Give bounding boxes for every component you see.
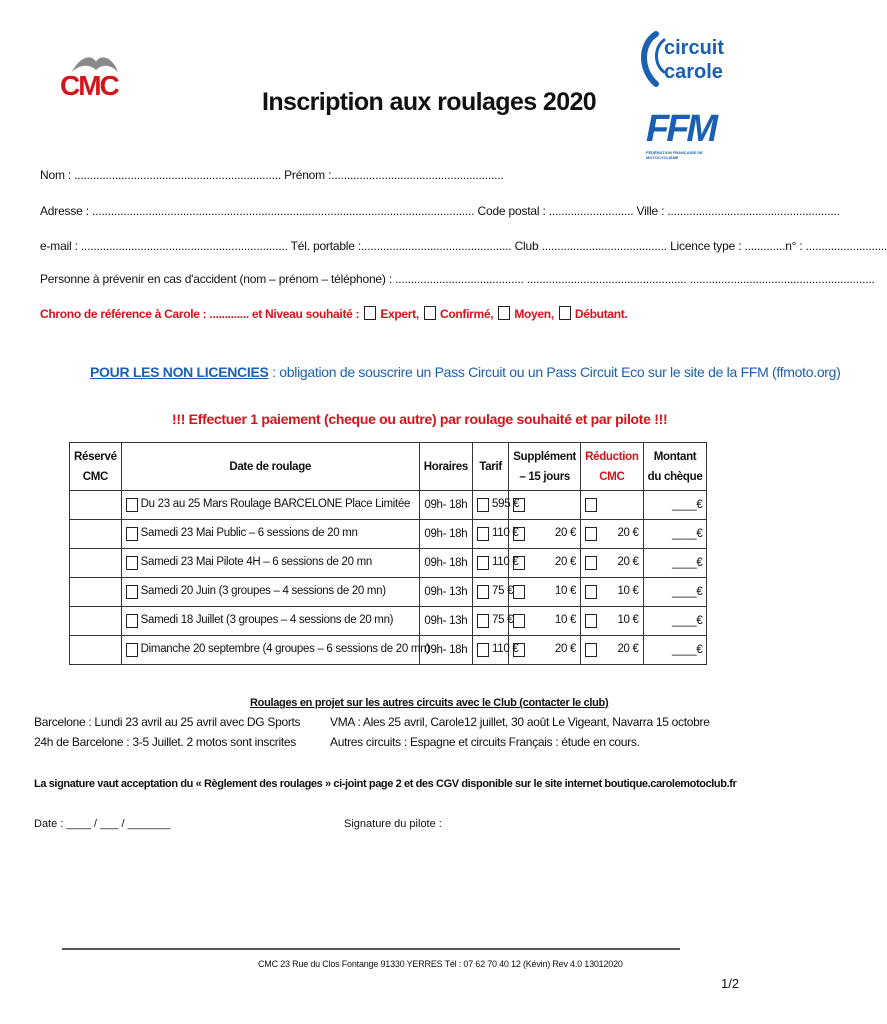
header-reserve: Réservé CMC [70, 443, 122, 491]
reserve-cell [70, 578, 122, 607]
tarif-cell-checkbox[interactable] [477, 527, 489, 541]
horaires-cell-text: 09h- 18h [424, 528, 468, 540]
reduction-cell [581, 520, 644, 549]
reduction-cell-text: 20 € [617, 643, 639, 655]
cmc-logo-text: CMC [60, 70, 118, 101]
level-expert-label: Expert, [380, 307, 419, 321]
reserve-cell [70, 491, 122, 520]
level-moyen-label: Moyen, [514, 307, 554, 321]
reserve-cell [70, 636, 122, 665]
date-cell-checkbox[interactable] [126, 614, 138, 628]
reduction-cell-checkbox[interactable] [585, 643, 597, 657]
circuit-carole-logo [638, 28, 738, 90]
montant-cell[interactable] [643, 578, 707, 607]
non-licence-text: : obligation de souscrire un Pass Circuit ou un Pass Circuit Eco sur le site de la FFM (ffmoto.org) [268, 364, 841, 380]
non-licence-notice [90, 364, 841, 380]
date-cell-checkbox[interactable] [126, 585, 138, 599]
table-row [70, 520, 707, 549]
montant-cell[interactable] [643, 607, 707, 636]
chrono-label: Chrono de référence à Carole : ............. et Niveau souhaité : [40, 307, 360, 321]
montant-cell[interactable] [643, 549, 707, 578]
tarif-cell-text: 110 € [492, 643, 519, 655]
supplement-cell-text: 20 € [554, 643, 577, 655]
horaires-cell [419, 578, 472, 607]
reduction-cell [581, 491, 644, 520]
supplement-cell-checkbox[interactable] [513, 614, 525, 628]
date-cell [121, 636, 430, 665]
montant-cell-text: ____€ [671, 615, 703, 627]
date-cell [121, 549, 419, 578]
header-supplement: Supplément – 15 jours [509, 443, 581, 491]
reduction-cell [581, 549, 644, 578]
supplement-cell-text: 20 € [554, 556, 577, 568]
payment-note: !!! Effectuer 1 paiement (cheque ou autre) par roulage souhaité et par pilote !!! [172, 411, 668, 427]
reserve-cell [70, 520, 122, 549]
date-cell-text: Samedi 18 Juillet (3 groupes – 4 sessions de 20 mn) [140, 614, 394, 626]
horaires-cell-text: 09h- 18h [424, 644, 468, 656]
signature-field[interactable]: Signature du pilote : [344, 818, 442, 830]
montant-cell[interactable] [643, 491, 707, 520]
reduction-cell-checkbox[interactable] [585, 585, 597, 599]
contact-field-line[interactable]: e-mail : .................................................................. Tél. portable :................................................ Club ........................................ Licence type : .............n° : .......................... [40, 239, 887, 253]
footer-text: CMC 23 Rue du Clos Fontange 91330 YERRES Tél : 07 62 70 40 12 (Kévin) Rev 4.0 13012020 [258, 959, 623, 969]
supplement-cell [509, 491, 581, 520]
tarif-cell-text: 75 € [492, 614, 514, 626]
carole-logo-line1: circuit [664, 37, 725, 59]
carole-swoosh-icon [638, 28, 738, 90]
horaires-cell [419, 549, 472, 578]
tarif-cell-text: 110 € [492, 527, 519, 539]
level-moyen-checkbox[interactable] [498, 306, 510, 320]
tarif-cell [473, 636, 519, 665]
supplement-cell [509, 636, 581, 665]
reserve-cell [70, 607, 122, 636]
montant-cell-text: ____€ [671, 644, 703, 656]
horaires-cell [419, 607, 472, 636]
level-confirme-label: Confirmé, [439, 307, 494, 321]
horaires-cell [419, 520, 472, 549]
reduction-cell-text: 20 € [617, 556, 639, 568]
horaires-cell-text: 09h- 13h [424, 586, 468, 598]
tarif-cell-text: 75 € [492, 585, 514, 597]
horaires-cell [419, 491, 472, 520]
horaires-cell [419, 636, 472, 665]
tarif-cell-checkbox[interactable] [477, 643, 489, 657]
supplement-cell-text: 10 € [554, 585, 577, 597]
page-title: Inscription aux roulages 2020 [262, 88, 597, 116]
date-cell-text: Samedi 23 Mai Public – 6 sessions de 20 mn [140, 527, 358, 539]
supplement-cell-checkbox[interactable] [513, 585, 525, 599]
tarif-cell-checkbox[interactable] [477, 556, 489, 570]
tarif-cell-checkbox[interactable] [477, 498, 489, 512]
montant-cell[interactable] [643, 636, 707, 665]
header-tarif: Tarif [473, 443, 509, 491]
name-field-line[interactable]: Nom : .................................................................. Prénom :....................................................... [40, 168, 504, 182]
date-cell-checkbox[interactable] [126, 556, 138, 570]
level-expert-checkbox[interactable] [364, 306, 376, 320]
table-row [70, 607, 707, 636]
reduction-cell-text: 20 € [617, 527, 639, 539]
header-reduction: Réduction CMC [581, 443, 644, 491]
reduction-cell-checkbox[interactable] [585, 556, 597, 570]
supplement-cell [509, 578, 581, 607]
project-right-1: VMA : Ales 25 avril, Carole12 juillet, 30 août Le Vigeant, Navarra 15 octobre [330, 715, 710, 729]
tarif-cell [473, 549, 519, 578]
reduction-cell [581, 578, 644, 607]
supplement-cell-text: 20 € [554, 527, 577, 539]
montant-cell-text: ____€ [671, 557, 703, 569]
table-row [70, 578, 707, 607]
montant-cell-text: ____€ [671, 528, 703, 540]
date-cell [121, 520, 419, 549]
reduction-cell [581, 607, 644, 636]
montant-cell[interactable] [643, 520, 707, 549]
level-debutant-label: Débutant. [574, 307, 628, 321]
supplement-cell [509, 520, 581, 549]
address-field-line[interactable]: Adresse : .......................................................................................................................... Code postal : ........................... Ville : ....................................................... [40, 204, 840, 218]
tarif-cell-text: 595 € [492, 498, 520, 510]
header-date: Date de roulage [121, 443, 419, 491]
table-row [70, 636, 707, 665]
horaires-cell-text: 09h- 18h [424, 557, 468, 569]
date-field[interactable]: Date : ____ / ___ / _______ [34, 818, 171, 830]
reserve-cell [70, 549, 122, 578]
date-cell-checkbox[interactable] [126, 498, 138, 512]
montant-cell-text: ____€ [671, 499, 703, 511]
emergency-contact-line[interactable]: Personne à prévenir en cas d'accident (nom – prénom – téléphone) : ......................................... ................................................... ........................................................... [40, 272, 875, 286]
date-cell-text: Samedi 23 Mai Pilote 4H – 6 sessions de 20 mn [140, 556, 372, 568]
reduction-cell-text: 10 € [617, 585, 639, 597]
projects-title: Roulages en projet sur les autres circuits avec le Club (contacter le club) [250, 697, 609, 709]
date-cell [121, 607, 419, 636]
date-cell-checkbox[interactable] [126, 643, 138, 657]
level-confirme-checkbox[interactable] [424, 306, 436, 320]
footer-divider [62, 948, 680, 950]
ffm-logo-text: FFM [646, 108, 716, 150]
chrono-level-row [40, 306, 628, 321]
montant-cell-text: ____€ [671, 586, 703, 598]
ffm-logo [644, 108, 734, 158]
page-number: 1/2 [721, 976, 740, 991]
reduction-cell-checkbox[interactable] [585, 614, 597, 628]
level-debutant-checkbox[interactable] [559, 306, 571, 320]
horaires-cell-text: 09h- 18h [424, 499, 468, 511]
date-cell-text: Dimanche 20 septembre (4 groupes – 6 sessions de 20 mn) [140, 643, 430, 655]
header-montant: Montant du chèque [643, 443, 707, 491]
horaires-cell-text: 09h- 13h [424, 615, 468, 627]
supplement-cell [509, 549, 581, 578]
project-right-2: Autres circuits : Espagne et circuits Français : étude en cours. [330, 735, 640, 749]
reduction-cell-checkbox[interactable] [585, 498, 597, 512]
supplement-cell-text: 10 € [554, 614, 577, 626]
reduction-cell [581, 636, 644, 665]
table-row [70, 549, 707, 578]
date-cell-checkbox[interactable] [126, 527, 138, 541]
supplement-cell [509, 607, 581, 636]
header-horaires: Horaires [419, 443, 472, 491]
non-licence-lead: POUR LES NON LICENCIES [90, 364, 269, 380]
tarif-cell-checkbox[interactable] [477, 585, 489, 599]
tarif-cell [473, 491, 520, 520]
ffm-logo-subtitle: FÉDÉRATION FRANÇAISE DE MOTOCYCLISME [646, 150, 703, 160]
project-left-2: 24h de Barcelone : 3-5 Juillet. 2 motos sont inscrites [34, 735, 296, 749]
tarif-cell [473, 607, 514, 636]
reduction-cell-text: 10 € [617, 614, 639, 626]
date-cell-text: Samedi 20 Juin (3 groupes – 4 sessions de 20 mn) [140, 585, 386, 597]
carole-logo-line2: carole [664, 61, 723, 83]
tarif-cell [473, 520, 519, 549]
cmc-logo [52, 50, 132, 120]
signature-note: La signature vaut acceptation du « Règlement des roulages » ci-joint page 2 et des CGV disponible sur le site internet boutique.carolemotoclub.fr [34, 778, 737, 790]
table-row [70, 491, 707, 520]
reduction-cell-checkbox[interactable] [585, 527, 597, 541]
date-cell-text: Du 23 au 25 Mars Roulage BARCELONE Place Limitée [140, 498, 411, 510]
tarif-cell [473, 578, 514, 607]
tarif-cell-checkbox[interactable] [477, 614, 489, 628]
date-cell [121, 578, 419, 607]
sessions-table [69, 442, 707, 665]
project-left-1: Barcelone : Lundi 23 avril au 25 avril avec DG Sports [34, 715, 301, 729]
table-header-row [70, 443, 707, 491]
tarif-cell-text: 110 € [492, 556, 519, 568]
date-cell [121, 491, 419, 520]
